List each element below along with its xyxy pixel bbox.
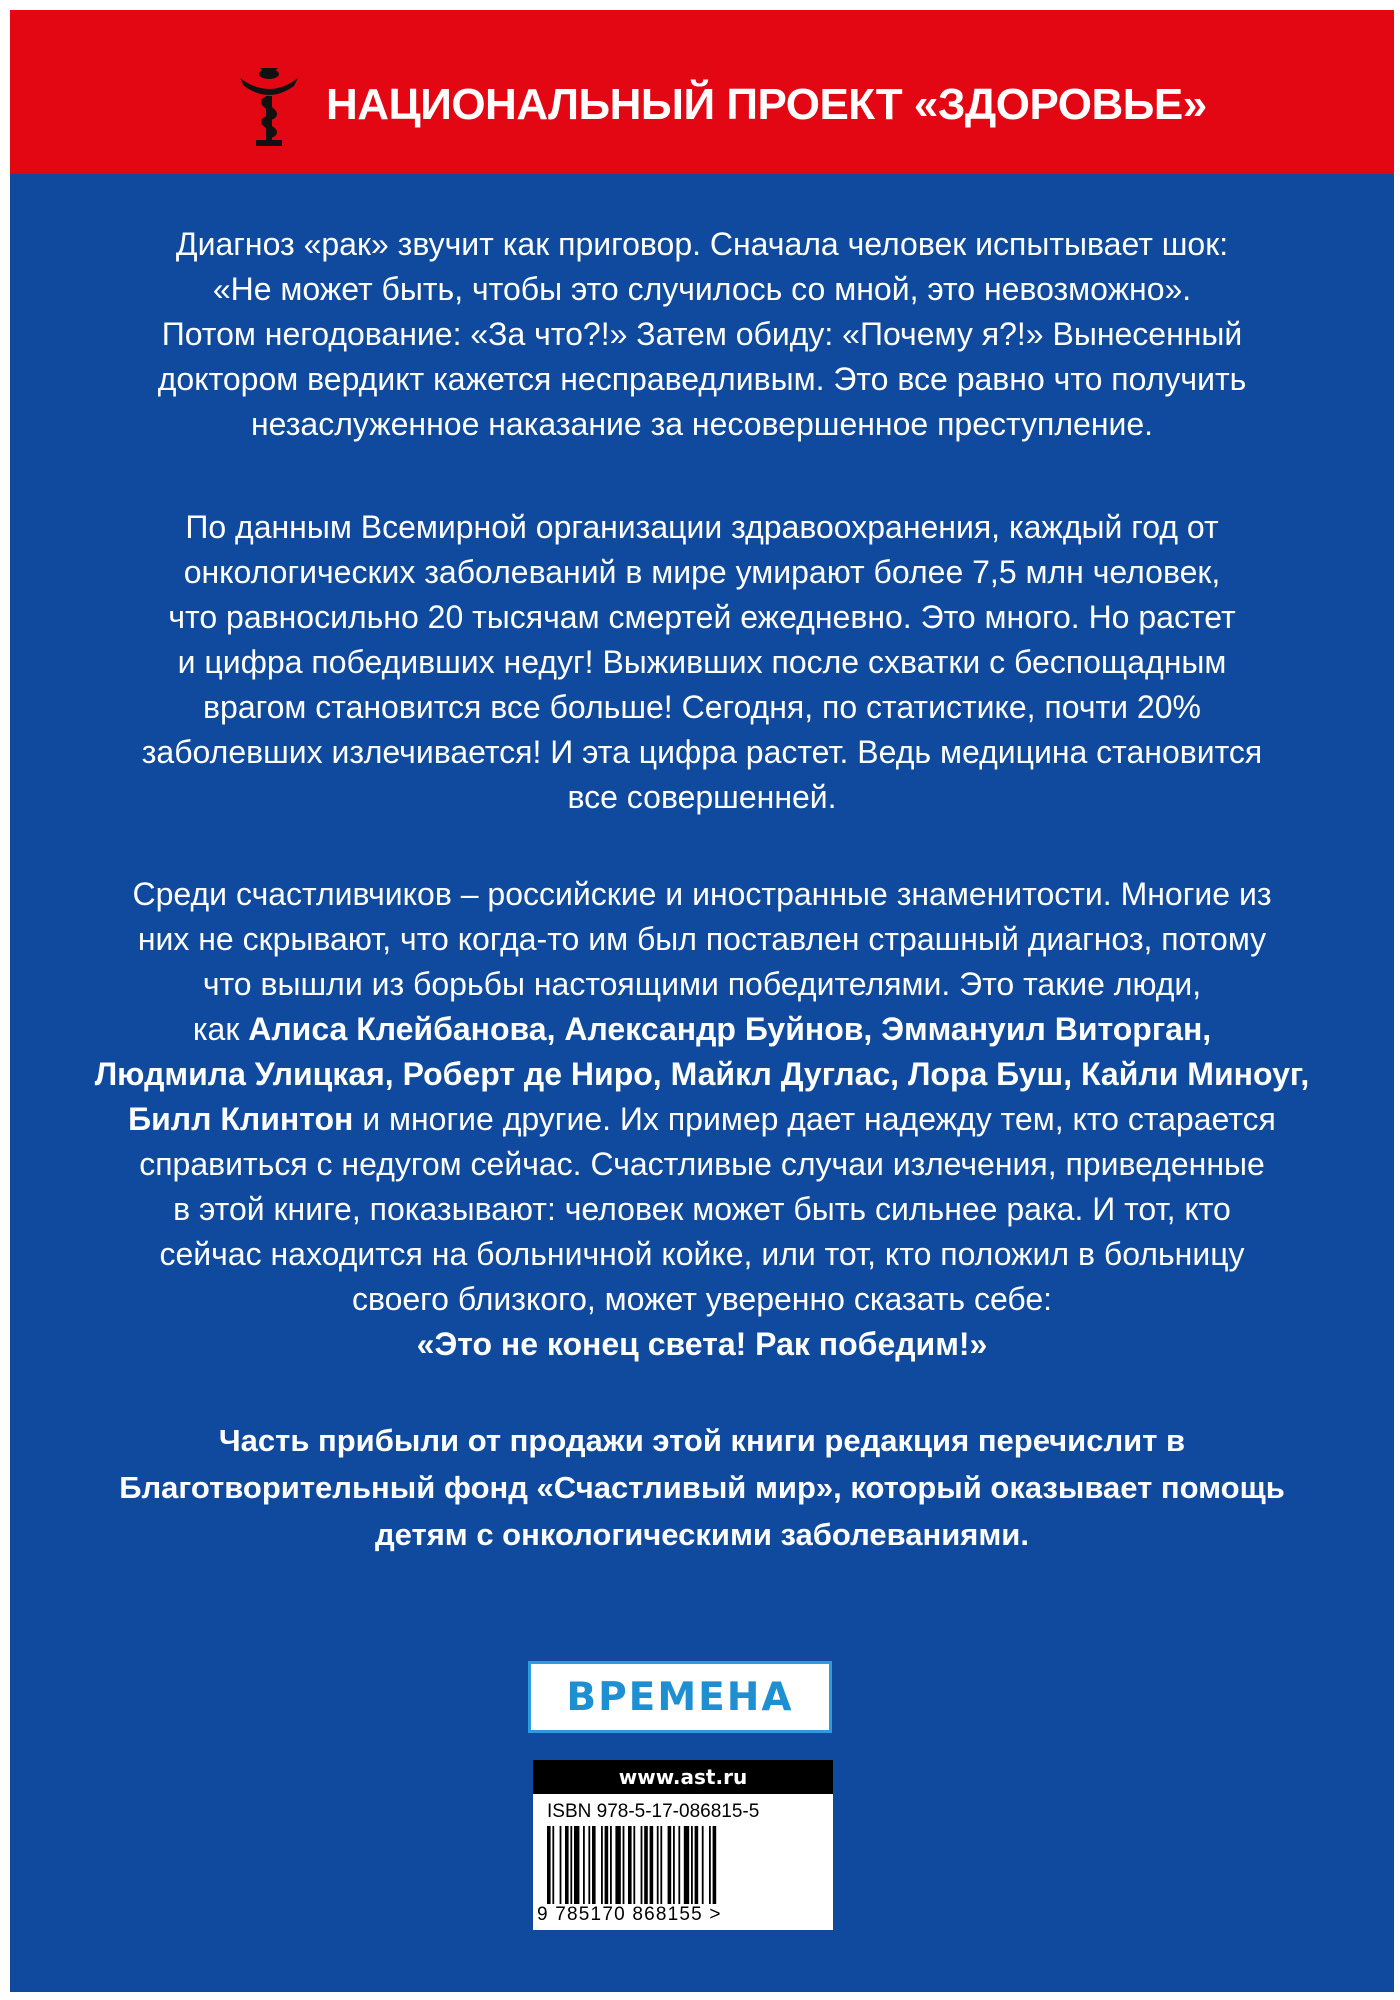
barcode-bar [583,1826,585,1904]
barcode-bar [673,1826,675,1904]
text-line: Часть прибыли от продажи этой книги редакция перечислит в [218,1423,1186,1458]
barcode-bar [702,1826,704,1904]
publisher-logo [528,1661,832,1733]
text-rest: и многие другие. Их пример дает надежду тем, кто старается [353,1101,1276,1137]
barcode-bar [650,1826,654,1904]
paragraph-celebrities [70,872,1334,1367]
text-line: и цифра победивших недуг! Выживших после схватки с беспощадным [177,644,1227,680]
text-line: онкологических заболеваний в мире умирают более 7,5 млн человек, [183,554,1221,590]
paragraph-diagnosis [70,222,1334,447]
barcode-bar [709,1826,711,1904]
celebrity-names: Людмила Улицкая, Роберт де Ниро, Майкл Дуглас, Лора Буш, Кайли Миноуг, [94,1056,1310,1092]
barcode-bar [615,1826,620,1904]
celebrity-names: Билл Клинтон [128,1101,354,1137]
text-line [70,1097,1334,1142]
barcode-bar [610,1826,612,1904]
publisher-website: www.ast.ru [533,1760,833,1794]
barcode-bar [605,1826,609,1904]
barcode-bar [633,1826,635,1904]
barcode-bar [623,1826,625,1904]
text-line: «Не может быть, чтобы это случилось со мной, это невозможно». [212,271,1192,307]
bowl-of-hygieia-icon [238,60,300,150]
barcode-bar [565,1826,569,1904]
text-line: сейчас находится на больничной койке, или тот, кто положил в больницу [159,1236,1245,1272]
paragraph-charity [70,1417,1334,1558]
barcode-bar [628,1826,632,1904]
barcode-bar [588,1826,590,1904]
isbn-number: ISBN 978-5-17-086815-5 [547,1801,760,1822]
barcode-bar [684,1826,689,1904]
text-line: Благотворительный фонд «Счастливый мир», который оказывает помощь [119,1470,1285,1505]
text-line: врагом становится все больше! Сегодня, по статистике, почти 20% [203,689,1201,725]
text-line: справиться с недугом сейчас. Счастливые случаи излечения, приведенные [139,1146,1265,1182]
barcode-bar [713,1826,717,1904]
barcode-bar [574,1826,579,1904]
book-back-cover [10,10,1394,1992]
text-line: Потом негодование: «За что?!» Затем обиду: «Почему я?!» Вынесенный [161,316,1243,352]
text-line: незаслуженное наказание за несовершенное преступление. [250,406,1154,442]
text-line: детям с онкологическими заболеваниями. [375,1517,1029,1552]
text-line: заболевших излечивается! И эта цифра растет. Ведь медицина становится [141,734,1263,770]
barcode-bar [560,1826,562,1904]
barcode-bar [660,1826,662,1904]
barcode-bar [552,1826,554,1904]
isbn-barcode-block [533,1760,833,1930]
barcode-bar [547,1826,551,1904]
text-line: Диагноз «рак» звучит как приговор. Сначала человек испытывает шок: [175,226,1229,262]
barcode-bar [644,1826,648,1904]
text-line: По данным Всемирной организации здравоохранения, каждый год от [185,509,1219,545]
text-line: в этой книге, показывают: человек может быть сильнее рака. И тот, кто [173,1191,1231,1227]
banner-title: НАЦИОНАЛЬНЫЙ ПРОЕКТ «ЗДОРОВЬЕ» [326,80,1207,129]
barcode-bar [592,1826,596,1904]
text-prefix: как [192,1011,249,1047]
text-line [70,1007,1334,1052]
celebrity-names: Алиса Клейбанова, Александр Буйнов, Эммануил Виторган, [248,1011,1212,1047]
text-line: Среди счастливчиков – российские и иностранные знаменитости. Многие из [132,876,1272,912]
slogan: «Это не конец света! Рак победим!» [416,1326,988,1362]
barcode-bar [570,1826,572,1904]
text-line: своего близкого, может уверенно сказать себе: [351,1281,1053,1317]
text-line: доктором вердикт кажется несправедливым. Это все равно что получить [157,361,1247,397]
barcode-bar [601,1826,603,1904]
publisher-logo-text: ВРЕМЕНА [566,1674,794,1720]
text-line: них не скрывают, что когда-то им был поставлен страшный диагноз, потому [137,921,1267,957]
paragraph-statistics [70,505,1334,820]
text-line: что равносильно 20 тысячам смертей ежедневно. Это много. Но растет [168,599,1236,635]
barcode-bar [641,1826,643,1904]
national-project-banner [10,10,1394,174]
barcode-bar [695,1826,699,1904]
text-line: все совершенней. [567,779,837,815]
barcode-bar [657,1826,659,1904]
ean-digits: 9 785170 868155 > [537,1904,722,1925]
barcode-bar [678,1826,680,1904]
barcode-bar [668,1826,672,1904]
barcode-bar [691,1826,693,1904]
barcode [547,1826,787,1904]
text-line: что вышли из борьбы настоящими победителями. Это такие люди, [202,966,1202,1002]
